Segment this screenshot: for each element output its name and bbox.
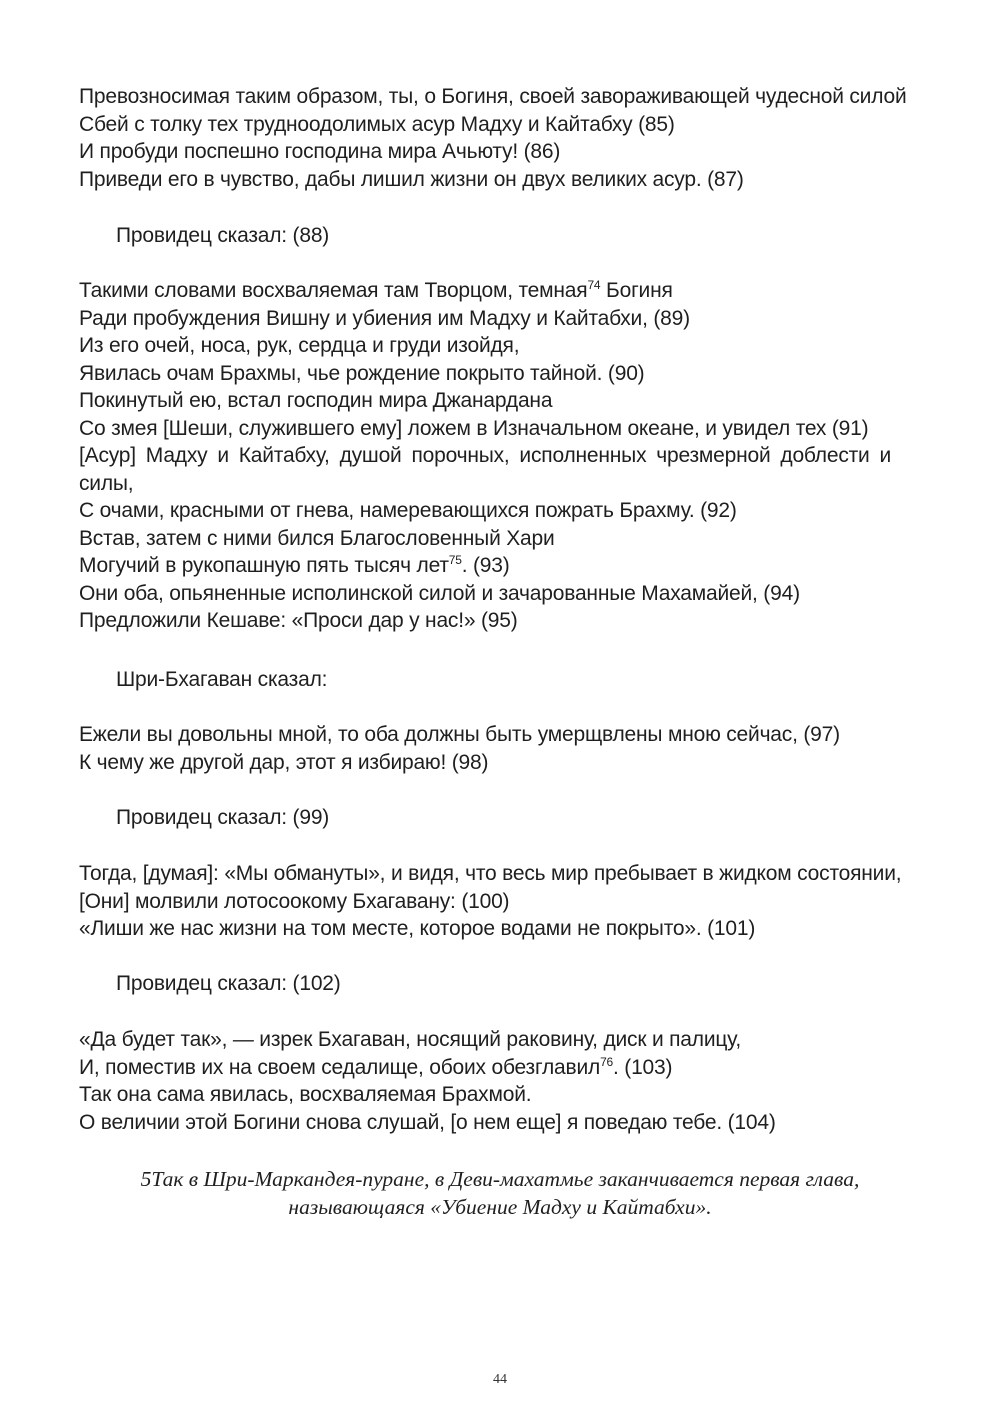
- verse-line: Явилась очам Брахмы, чье рождение покрыто тайной. (90): [79, 361, 645, 385]
- verse-line: силы,: [79, 471, 134, 495]
- verse-text: И, поместив их на своем седалище, обоих обезглавил: [79, 1055, 601, 1079]
- verse-line: О величии этой Богини снова слушай, [о нем еще] я поведаю тебе. (104): [79, 1110, 776, 1134]
- verse-block-2: [79, 277, 929, 635]
- verse-block-4: [79, 860, 929, 943]
- verse-line: Встав, затем с ними бился Благословенный Хари: [79, 526, 555, 550]
- speaker-heading: Провидец сказал: (102): [116, 972, 341, 995]
- page-number: 44: [493, 1372, 507, 1387]
- verse-text: Такими словами восхваляемая там Творцом, темная: [79, 279, 588, 302]
- verse-line: Покинутый ею, встал господин мира Джанардана: [79, 389, 553, 412]
- colophon-line: 5Так в Шри-Маркандея-пуране, в Деви-махатмье заканчивается первая глава,: [140, 1167, 860, 1191]
- footnote-marker[interactable]: 74: [587, 278, 601, 292]
- footnote-marker[interactable]: 76: [600, 1054, 614, 1069]
- verse-text: . (103): [613, 1055, 673, 1079]
- verse-text: Могучий в рукопашную пять тысяч лет: [79, 554, 449, 577]
- verse-line: Из его очей, носа, рук, сердца и груди изойдя,: [79, 334, 520, 357]
- verse-line: Ежели вы довольны мной, то оба должны быть умерщвлены мною сейчас, (97): [79, 723, 840, 746]
- verse-block-3: [79, 721, 929, 776]
- verse-line: «Да будет так», — изрек Бхагаван, носящий раковину, диск и палицу,: [79, 1028, 742, 1051]
- verse-line: Они оба, опьяненные исполинской силой и зачарованные Махамайей, (94): [79, 581, 800, 605]
- verse-line: [79, 552, 929, 580]
- verse-line: Сбей с толку тех трудноодолимых асур Мадху и Кайтабху (85): [79, 112, 675, 136]
- verse-text: . (93): [461, 554, 510, 577]
- verse-line: Приведи его в чувство, дабы лишил жизни он двух великих асур. (87): [79, 167, 744, 191]
- footnote-marker[interactable]: 75: [448, 553, 462, 567]
- verse-line: Ради пробуждения Вишну и убиения им Мадху и Кайтабхи, (89): [79, 306, 690, 330]
- verse-line: «Лиши же нас жизни на том месте, которое водами не покрыто». (101): [79, 917, 756, 940]
- verse-line: С очами, красными от гнева, намеревающихся пожрать Брахму. (92): [79, 499, 737, 522]
- verse-line: [79, 277, 929, 305]
- verse-block-5: [79, 1026, 929, 1136]
- chapter-colophon: [60, 1165, 940, 1221]
- speaker-heading: Провидец сказал: (99): [116, 806, 330, 829]
- verse-line: [Они] молвили лотосоокому Бхагавану: (100): [79, 889, 510, 913]
- colophon-line: называющаяся «Убиение Мадху и Кайтабхи».: [288, 1195, 712, 1219]
- speaker-heading: Провидец сказал: (88): [116, 224, 330, 247]
- verse-block-1: [79, 83, 929, 193]
- speaker-heading: Шри-Бхагаван сказал:: [116, 668, 328, 691]
- verse-line: Тогда, [думая]: «Мы обмануты», и видя, что весь мир пребывает в жидком состоянии,: [79, 862, 902, 885]
- verse-line: Превозносимая таким образом, ты, о Богиня, своей завораживающей чудесной силой: [79, 85, 907, 108]
- verse-line: [Асур] Мадху и Кайтабху, душой порочных, исполненных чрезмерной доблести и: [79, 444, 891, 467]
- verse-line: И пробуди поспешно господина мира Ачьюту! (86): [79, 140, 561, 163]
- verse-line: Так она сама явилась, восхваляемая Брахмой.: [79, 1083, 532, 1106]
- verse-text: Богиня: [600, 279, 673, 302]
- verse-line: К чему же другой дар, этот я избираю! (98): [79, 750, 489, 774]
- verse-line: [79, 1054, 929, 1082]
- verse-line: Со змея [Шеши, служившего ему] ложем в Изначальном океане, и увидел тех (91): [79, 416, 869, 440]
- verse-line: Предложили Кешаве: «Проси дар у нас!» (95): [79, 609, 518, 632]
